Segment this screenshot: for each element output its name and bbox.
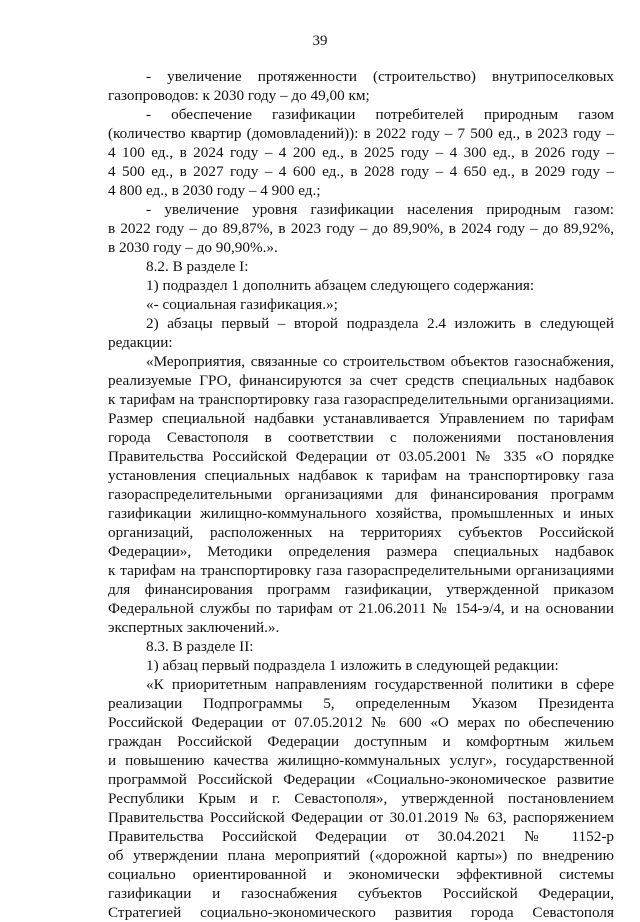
text-line: 4 500 ед., в 2027 году – 4 600 ед., в 2028 году – 4 650 ед., в 2029 году – [108,163,614,180]
text-line: социально ориентированной и экономически эффективной системы [108,866,614,883]
text-line: к тарифам на транспортировку газа газораспределительными организациями [108,562,614,579]
text-line: 4 100 ед., в 2024 году – 4 200 ед., в 2025 году – 4 300 ед., в 2026 году – [108,144,614,161]
text-line: Правительства Российской Федерации от 03.05.2001 № 335 «О порядке [108,448,614,465]
text-line: газораспределительными организациями для финансирования программ [108,486,614,503]
text-line: 4 800 ед., в 2030 году – 4 900 ед.; [108,182,321,199]
text-line: Федерации», Методики определения размера специальных надбавок [108,543,614,560]
text-line: «К приоритетным направлениям государственной политики в сфере [146,676,614,693]
text-line: экспертных заключений.». [108,619,280,636]
text-line: редакции: [108,334,173,351]
text-line: - обеспечение газификации потребителей природным газом [146,106,614,123]
text-line: 1) абзац первый подраздела 1 изложить в следующей редакции: [146,657,559,674]
text-line: «Мероприятия, связанные со строительством объектов газоснабжения, [146,353,614,370]
text-line: Стратегией социально-экономического развития города Севастополя [108,904,614,921]
text-line: Правительства Российской Федерации от 30.04.2021 № 1152-р [108,828,614,845]
text-line: реализуемые ГРО, финансируются за счет средств специальных надбавок [108,372,614,389]
text-line: газификации и газоснабжения субъектов Российской Федерации, [108,885,614,902]
text-line: об утверждении плана мероприятий («дорожной карты») по внедрению [108,847,614,864]
text-line: реализации Подпрограммы 5, определенным Указом Президента [108,695,614,712]
text-line: - увеличение протяженности (строительство) внутрипоселковых [146,68,614,85]
text-line: Правительства Российской Федерации от 30.01.2019 № 63, распоряжением [108,809,614,826]
text-line: 8.2. В разделе I: [146,258,249,275]
text-line: газификации жилищно-коммунального хозяйства, промышленных и иных [108,505,614,522]
text-line: в 2022 году – до 89,87%, в 2023 году – до 89,90%, в 2024 году – до 89,92%, [108,220,614,237]
text-line: Размер специальной надбавки устанавливается Управлением по тарифам [108,410,614,427]
text-line: программой Российской Федерации «Социально-экономическое развитие [108,771,614,788]
text-line: газопроводов: к 2030 году – до 49,00 км; [108,87,370,104]
text-line: города Севастополя в соответствии с положениями постановления [108,429,614,446]
text-line: 1) подраздел 1 дополнить абзацем следующего содержания: [146,277,535,294]
text-line: - увеличение уровня газификации населения природным газом: [146,201,614,218]
text-line: установления специальных надбавок к тарифам на транспортировку газа [108,467,614,484]
text-line: в 2030 году – до 90,90%.». [108,239,278,256]
text-line: Российской Федерации от 07.05.2012 № 600 «О мерах по обеспечению [108,714,614,731]
text-line: граждан Российской Федерации доступным и комфортным жильем [108,733,614,750]
text-line: к тарифам на транспортировку газа газораспределительными организациями. [108,391,614,408]
text-line: 8.3. В разделе II: [146,638,254,655]
text-line: Федеральной службы по тарифам от 21.06.2011 № 154-э/4, и на основании [108,600,614,617]
text-line: «- социальная газификация.»; [146,296,338,313]
page-number: 39 [312,33,328,49]
text-line: организаций, расположенных на территориях субъектов Российской [108,524,614,541]
text-line: Республики Крым и г. Севастополя», утвержденной постановлением [108,790,614,807]
text-line: (количество квартир (домовладений)): в 2022 году – 7 500 ед., в 2023 году – [108,125,614,142]
text-line: для финансирования программ газификации, утвержденной приказом [108,581,614,598]
text-line: и повышению качества жилищно-коммунальных услуг», государственной [108,752,614,769]
text-line: 2) абзацы первый – второй подраздела 2.4 изложить в следующей [146,315,614,332]
document-body [108,67,614,922]
